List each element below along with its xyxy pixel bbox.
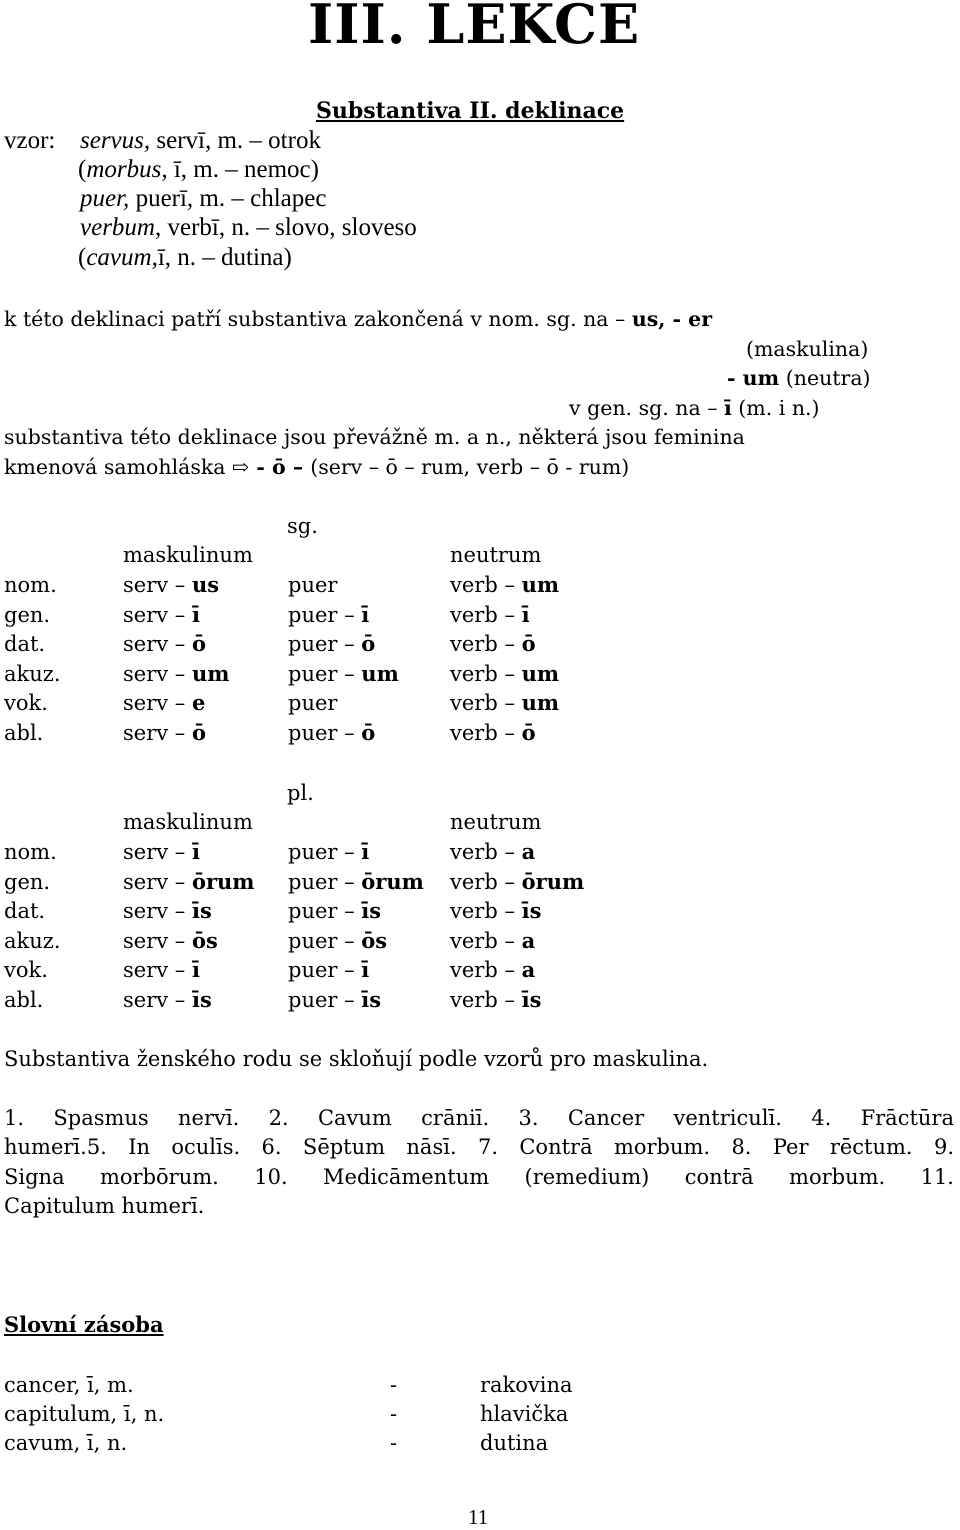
stem: verb – [450, 869, 522, 894]
puer-form [288, 600, 369, 630]
exercise-line: Signa morbōrum. 10. Medicāmentum (remedium) contrā morbum. 11. [4, 1165, 954, 1189]
vzor-pre: ( [78, 244, 87, 271]
neuter-form [450, 837, 535, 867]
stem: puer [288, 691, 338, 716]
stem: puer – [288, 988, 362, 1012]
page-number: 11 [468, 1505, 489, 1529]
ending: ī [361, 601, 370, 627]
stem: serv – [123, 928, 192, 953]
ending: ō [191, 631, 206, 657]
stem: verb – [450, 840, 522, 864]
neuter-form [450, 955, 535, 985]
vzor-rest: puerī, m. – chlapec [129, 185, 327, 212]
masculine-form [123, 955, 200, 985]
rule-text: (serv – ō – rum, verb – ō - rum) [310, 455, 630, 479]
neuter-form [450, 867, 584, 897]
stem: serv – [123, 691, 192, 716]
puer-form [288, 659, 399, 689]
stem: puer – [288, 928, 362, 953]
rule-ending: - ō – [249, 455, 311, 479]
neuter-form [450, 926, 535, 956]
masculine-form [123, 600, 200, 630]
stem: verb – [450, 928, 522, 953]
ending: ō [521, 720, 536, 745]
stem: verb – [450, 899, 522, 924]
vzor-pre: ( [78, 156, 87, 183]
header-neuter: neutrum [450, 810, 542, 834]
ending: ōs [191, 927, 218, 953]
ending: um [521, 572, 560, 597]
case-label: vok. [4, 958, 48, 983]
ending: īs [361, 898, 382, 924]
vzor-line [80, 213, 417, 243]
ending: ōrum [521, 868, 585, 894]
ending: us [191, 572, 220, 597]
neuter-form [450, 718, 536, 748]
vzor-label: vzor: [4, 127, 56, 154]
puer-form [288, 629, 375, 659]
ending: um [191, 660, 230, 686]
masculine-form [123, 985, 212, 1015]
masculine-form [123, 659, 229, 689]
stem: serv – [123, 661, 192, 686]
vzor-rest: ī, m. – nemoc) [167, 156, 319, 183]
ending: ōrum [191, 868, 255, 894]
stem: serv – [123, 573, 192, 597]
puer-form [288, 926, 387, 956]
neuter-form [450, 659, 559, 689]
masculine-form [123, 837, 200, 867]
ending: ō [361, 631, 376, 657]
stem: verb – [450, 632, 522, 657]
ending: a [521, 927, 536, 953]
rule-line: substantiva této deklinace jsou převážně m. a n., některá jsou feminina [4, 425, 745, 449]
neuter-form [450, 985, 541, 1015]
rule-line [569, 393, 820, 423]
vocab-dash: - [390, 1402, 398, 1426]
masculine-form [123, 570, 219, 600]
masculine-form [123, 688, 205, 718]
masculine-form [123, 926, 218, 956]
puer-form [288, 955, 369, 985]
rule-text: (m. i n.) [731, 396, 820, 420]
feminine-note: Substantiva ženského rodu se skloňují podle vzorů pro maskulina. [4, 1047, 709, 1071]
rule-ending: - um [727, 366, 780, 390]
rule-text: k této deklinaci patří substantiva zakončená v nom. sg. na – [4, 307, 632, 331]
case-label: akuz. [4, 928, 61, 953]
stem: puer – [288, 632, 362, 657]
header-masculine: maskulinum [123, 810, 253, 834]
vzor-line [78, 155, 319, 185]
case-label: dat. [4, 632, 46, 657]
stem: puer – [288, 899, 362, 924]
ending: ōrum [361, 868, 424, 894]
case-label: gen. [4, 602, 51, 627]
ending: ō [521, 631, 536, 657]
section-subtitle: Substantiva II. deklinace [316, 98, 625, 124]
exercise-line: humerī.5. In oculīs. 6. Sēptum nāsī. 7. Contrā morbum. 8. Per rēctum. 9. [4, 1135, 954, 1159]
stem: serv – [123, 632, 192, 657]
ending: um [521, 690, 560, 716]
vzor-word: cavum, [86, 244, 158, 271]
vocab-term: cancer, ī, m. [4, 1373, 134, 1397]
stem: puer – [288, 721, 362, 745]
rule-line [727, 363, 871, 393]
vocab-row [4, 1399, 704, 1429]
stem: serv – [123, 840, 192, 864]
vzor-line [80, 126, 321, 156]
puer-form [288, 985, 381, 1015]
vocab-meaning: hlavička [480, 1402, 569, 1426]
stem: verb – [450, 721, 522, 745]
ending: ō [191, 720, 206, 745]
stem: serv – [123, 988, 192, 1012]
vzor-rest: verbī, n. – slovo, sloveso [161, 214, 417, 241]
vocab-row [4, 1370, 704, 1400]
puer-form [288, 896, 381, 926]
case-label: abl. [4, 721, 44, 745]
ending: īs [191, 987, 212, 1012]
stem: puer – [288, 840, 362, 864]
stem: serv – [123, 602, 192, 627]
case-label: nom. [4, 840, 57, 864]
rule-line [4, 304, 712, 334]
stem: verb – [450, 661, 522, 686]
puer-form [288, 688, 337, 718]
ending: ī [521, 601, 530, 627]
ending: īs [361, 987, 382, 1012]
rule-text: v gen. sg. na – [569, 396, 724, 420]
vzor-line [78, 243, 292, 273]
pl-number-label: pl. [287, 781, 314, 805]
ending: ī [191, 601, 200, 627]
case-label: vok. [4, 691, 48, 716]
page-title: III. LEKCE [308, 0, 641, 56]
ending: īs [191, 898, 212, 924]
puer-form [288, 837, 369, 867]
ending: ōs [361, 927, 388, 953]
neuter-form [450, 896, 541, 926]
rule-line: (maskulina) [746, 337, 869, 361]
neuter-form [450, 629, 536, 659]
vzor-rest: servī, m. – otrok [150, 127, 321, 154]
ending: ī [361, 839, 370, 864]
ending: ō [361, 720, 376, 745]
case-label: abl. [4, 988, 44, 1012]
stem: serv – [123, 958, 192, 983]
vocab-dash: - [390, 1373, 398, 1397]
case-label: nom. [4, 573, 57, 597]
vocab-row [4, 1428, 704, 1458]
masculine-form [123, 629, 206, 659]
ending: um [521, 660, 560, 686]
exercise-line: 1. Spasmus nervī. 2. Cavum crāniī. 3. Cancer ventriculī. 4. Frāctūra [4, 1106, 954, 1130]
rule-text: (neutra) [779, 366, 871, 390]
neuter-form [450, 570, 559, 600]
neuter-form [450, 600, 530, 630]
neuter-form [450, 688, 559, 718]
masculine-form [123, 896, 212, 926]
rule-ending: ī [723, 396, 732, 420]
puer-form [288, 570, 337, 600]
stem: puer – [288, 661, 362, 686]
rule-line [4, 452, 629, 482]
masculine-form [123, 718, 206, 748]
vzor-word: servus, [80, 127, 151, 154]
vocab-dash: - [390, 1431, 398, 1455]
stem: serv – [123, 721, 192, 745]
arrow-right-icon: ⇨ [232, 455, 250, 479]
stem: verb – [450, 602, 522, 627]
ending: a [521, 957, 536, 983]
ending: ī [361, 957, 370, 983]
case-label: akuz. [4, 661, 61, 686]
rule-text: kmenová samohláska [4, 455, 233, 479]
stem: verb – [450, 691, 522, 716]
vocab-heading: Slovní zásoba [4, 1312, 164, 1337]
vzor-line [80, 184, 326, 214]
stem: puer [288, 573, 338, 597]
vocab-term: capitulum, ī, n. [4, 1402, 165, 1426]
header-neuter: neutrum [450, 543, 542, 567]
puer-form [288, 867, 424, 897]
ending: īs [521, 987, 542, 1012]
stem: verb – [450, 573, 522, 597]
ending: e [191, 690, 206, 716]
vocab-term: cavum, ī, n. [4, 1431, 128, 1455]
case-label: gen. [4, 869, 51, 894]
header-masculine: maskulinum [123, 543, 253, 567]
stem: puer – [288, 602, 362, 627]
stem: serv – [123, 899, 192, 924]
ending: ī [191, 957, 200, 983]
vocab-meaning: rakovina [480, 1373, 573, 1397]
stem: serv – [123, 869, 192, 894]
exercise-line: Capitulum humerī. [4, 1194, 205, 1218]
sg-number-label: sg. [287, 514, 318, 538]
case-label: dat. [4, 899, 46, 924]
ending: īs [521, 898, 542, 924]
masculine-form [123, 867, 255, 897]
vzor-word: verbum, [80, 214, 162, 241]
stem: verb – [450, 958, 522, 983]
vzor-word: puer, [80, 185, 130, 212]
puer-form [288, 718, 375, 748]
ending: um [361, 660, 399, 686]
ending: ī [191, 839, 200, 864]
stem: puer – [288, 869, 362, 894]
ending: a [521, 839, 536, 864]
stem: verb – [450, 988, 522, 1012]
vzor-word: morbus, [86, 156, 168, 183]
vzor-rest: ī, n. – dutina) [157, 244, 292, 271]
stem: puer – [288, 958, 362, 983]
rule-ending: us, - er [631, 307, 713, 331]
vocab-meaning: dutina [480, 1431, 549, 1455]
